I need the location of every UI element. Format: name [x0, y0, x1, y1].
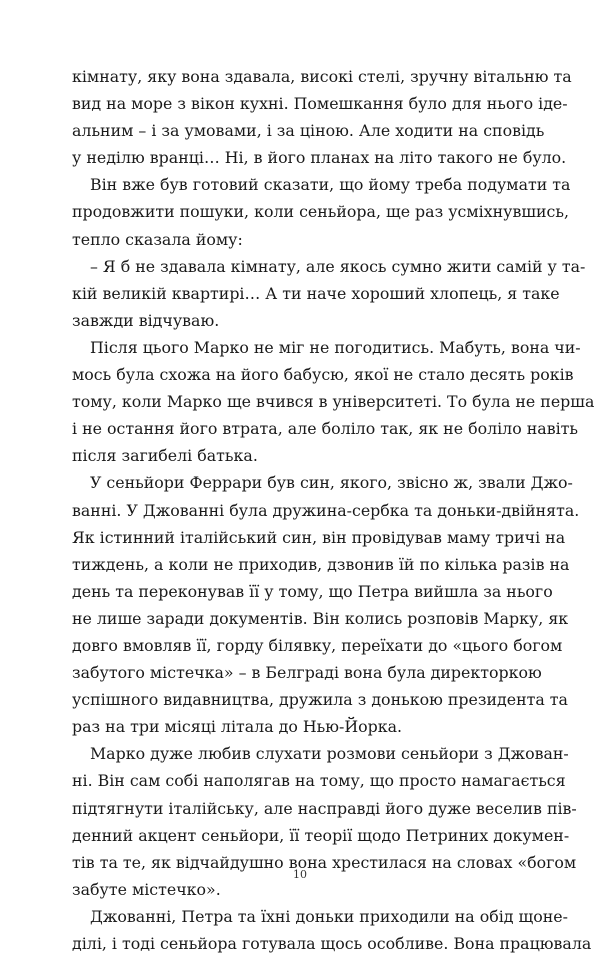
text-line: – Я б не здавала кімнату, але якось сумно жити самій у та-	[90, 256, 586, 276]
text-line: продовжити пошуки, коли сеньйора, ще раз усміхнувшись,	[72, 202, 570, 222]
text-line: кімнату, яку вона здавала, високі стелі, зручну вітальню та	[72, 67, 572, 86]
text-line: раз на три місяці літала до Нью-Йорка.	[72, 717, 403, 737]
text-line: успішного видавництва, дружила з донькою президента та	[72, 690, 568, 710]
text-line: не лише заради документів. Він колись розповів Марку, як	[72, 608, 569, 628]
text-line: ванні. У Джованні була дружина-сербка та доньки-двійнята.	[72, 500, 580, 520]
text-line: і не остання його втрата, але боліло так, як не боліло навіть	[72, 419, 578, 439]
text-line: підтягнути італійську, але насправді його дуже веселив пів-	[72, 798, 577, 818]
text-line: ні. Він сам собі наполягав на тому, що просто намагається	[72, 771, 566, 791]
text-line: тепло сказала йому:	[72, 229, 243, 249]
text-line: У сеньйори Феррари був син, якого, звісно ж, звали Джо-	[90, 473, 573, 493]
body-text	[72, 63, 595, 957]
text-line: у неділю вранці… Ні, в його планах на літо такого не було.	[72, 148, 567, 168]
text-line: завжди відчуваю.	[72, 310, 220, 330]
page-number: 10	[293, 868, 307, 881]
text-line: день та переконував її у тому, що Петра вийшла за нього	[72, 581, 553, 601]
text-line: кій великій квартирі… А ти наче хороший хлопець, я таке	[72, 283, 560, 303]
text-line: Як істинний італійський син, він провідував маму тричі на	[72, 527, 566, 547]
text-line: вид на море з вікон кухні. Помешкання було для нього іде-	[72, 94, 568, 114]
text-line: денний акцент сеньйори, її теорії щодо Петриних докумен-	[72, 825, 570, 845]
text-line: мось була схожа на його бабусю, якої не стало десять років	[72, 365, 574, 385]
text-line: після загибелі батька.	[72, 446, 258, 466]
text-line: довго вмовляв її, горду білявку, переїхати до «цього богом	[72, 635, 563, 655]
text-line: забуте містечко».	[72, 879, 221, 899]
text-line: Джованні, Петра та їхні доньки приходили на обід щоне-	[90, 906, 568, 926]
text-line: тиждень, а коли не приходив, дзвонив їй по кілька разів на	[72, 554, 570, 574]
text-line: ділі, і тоді сеньйора готувала щось особливе. Вона працювала	[72, 934, 592, 953]
text-line: забутого містечка» – в Белграді вона була директоркою	[72, 663, 542, 683]
text-line: тому, коли Марко ще вчився в університеті. То була не перша	[72, 392, 595, 412]
text-line: Він вже був готовий сказати, що йому треба подумати та	[90, 175, 571, 195]
text-line: альним – і за умовами, і за ціною. Але ходити на сповідь	[72, 121, 545, 141]
text-line: Марко дуже любив слухати розмови сеньйори з Джован-	[90, 744, 569, 764]
text-line: Після цього Марко не міг не погодитись. Мабуть, вона чи-	[90, 337, 581, 357]
text-line: тів та те, як відчайдушно вона хрестилася на словах «богом	[72, 852, 577, 872]
